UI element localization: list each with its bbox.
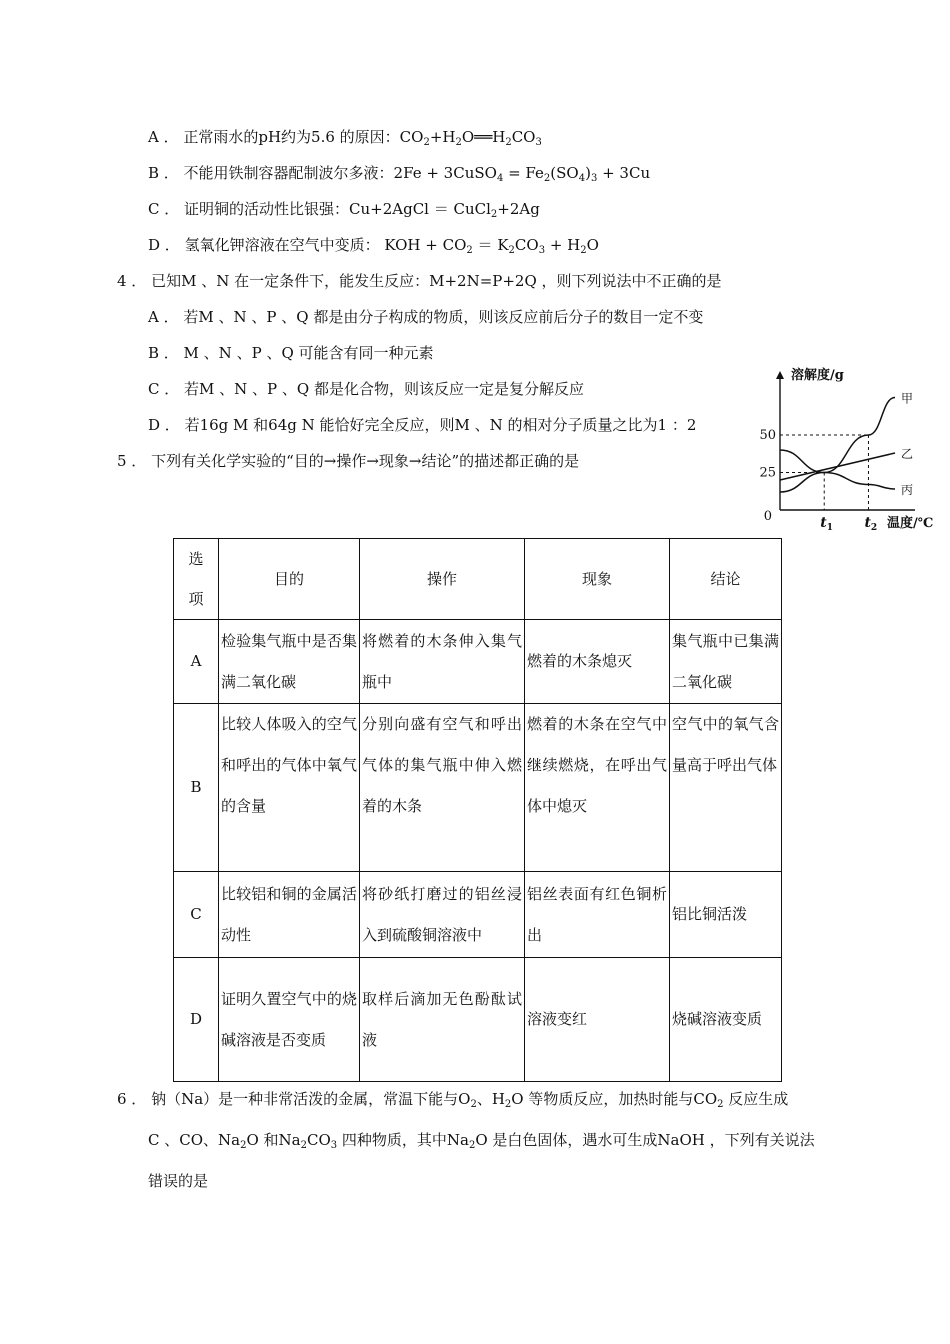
row-option: B [174, 704, 219, 872]
x-tick-label: $t_1$ [820, 515, 833, 533]
q3-option-c: C ． 证明铜的活动性比银强：Cu+2AgCl ＝ CuCl$_2$+2Ag [148, 200, 540, 220]
row-operation: 取样后滴加无色酚酞试液 [360, 958, 525, 1082]
row-phenomenon: 燃着的木条熄灭 [525, 620, 670, 704]
solubility-chart [755, 363, 945, 538]
row-phenomenon: 燃着的木条在空气中继续燃烧，在呼出气体中熄灭 [525, 704, 670, 872]
q4-stem: 4 ． 已知M 、N 在一定条件下，能发生反应：M+2N=P+2Q ，则下列说法中不正确的是 [117, 272, 722, 290]
y-axis-arrow [776, 371, 784, 379]
row-purpose: 比较人体吸入的空气和呼出的气体中氧气的含量 [219, 704, 360, 872]
q3-option-a: A ． 正常雨水的pH约为5.6 的原因：$CO_2+H_2O══H_2CO_3$ [148, 128, 542, 148]
series-label: 乙 [901, 447, 914, 461]
row-option: C [174, 872, 219, 958]
table-row [174, 872, 782, 958]
q4-option-d: D ． 若16g M 和64g N 能恰好完全反应，则M 、N 的相对分子质量之比为1 ：2 [148, 416, 697, 434]
series-label: 丙 [901, 483, 914, 497]
chart-curves [780, 398, 895, 493]
header-option: 选项 [174, 539, 219, 620]
table-row [174, 704, 782, 872]
row-purpose: 证明久置空气中的烧碱溶液是否变质 [219, 958, 360, 1082]
q3-option-d: D ． 氢氧化钾溶液在空气中变质： KOH + $CO_2 = K_2CO_3 + H_2O$ [148, 236, 599, 256]
q6-line-1: 6 ． 钠（Na）是一种非常活泼的金属，常温下能与$O_2$、$H_2O$ 等物质反应，加热时能与$CO_2$ 反应生成 [117, 1090, 789, 1110]
y-tick-label: 25 [759, 465, 776, 481]
row-purpose: 检验集气瓶中是否集满二氧化碳 [219, 620, 360, 704]
x-tick-label: $t_2$ [864, 515, 878, 533]
row-phenomenon: 溶液变红 [525, 958, 670, 1082]
row-purpose: 比较铝和铜的金属活动性 [219, 872, 360, 958]
series-label: 甲 [901, 391, 914, 406]
x-axis-label: 温度/℃ [887, 516, 934, 531]
experiment-table [173, 538, 782, 1082]
table-row [174, 620, 782, 704]
row-conclusion: 集气瓶中已集满二氧化碳 [670, 620, 782, 704]
series-curve-3 [780, 450, 895, 489]
row-conclusion: 铝比铜活泼 [670, 872, 782, 958]
header-conclusion: 结论 [670, 539, 782, 620]
header-phenomenon: 现象 [525, 539, 670, 620]
q5-stem: 5 ． 下列有关化学实验的“目的→操作→现象→结论”的描述都正确的是 [117, 452, 580, 470]
y-axis-label: 溶解度/g [791, 368, 844, 383]
q6-line-2: C 、CO、$Na_2O$ 和$Na_2CO_3$ 四种物质，其中$Na_2O$ 是白色固体，遇水可生成NaOH ，下列有关说法 [148, 1131, 815, 1151]
q4-option-b: B ． M 、N 、P 、Q 可能含有同一种元素 [148, 344, 434, 362]
table-row [174, 958, 782, 1082]
origin-label: 0 [763, 509, 772, 524]
q6-line-3: 错误的是 [148, 1172, 209, 1190]
row-operation: 将砂纸打磨过的铝丝浸入到硫酸铜溶液中 [360, 872, 525, 958]
q3-option-b: B ． 不能用铁制容器配制波尔多液：2Fe + 3CuSO$_4$ = $Fe_2(SO_4)_3 + 3Cu$ [148, 164, 651, 184]
row-conclusion: 空气中的氧气含量高于呼出气体 [670, 704, 782, 872]
row-operation: 分别向盛有空气和呼出气体的集气瓶中伸入燃着的木条 [360, 704, 525, 872]
q4-option-c: C ． 若M 、N 、P 、Q 都是化合物，则该反应一定是复分解反应 [148, 380, 584, 398]
series-curve-1 [780, 398, 895, 493]
row-option: D [174, 958, 219, 1082]
row-option: A [174, 620, 219, 704]
row-phenomenon: 铝丝表面有红色铜析出 [525, 872, 670, 958]
y-tick-label: 50 [759, 428, 776, 443]
table-header-row [174, 539, 782, 620]
q4-option-a: A ． 若M 、N 、P 、Q 都是由分子构成的物质，则该反应前后分子的数目一定不变 [148, 308, 704, 326]
header-operation: 操作 [360, 539, 525, 620]
row-conclusion: 烧碱溶液变质 [670, 958, 782, 1082]
row-operation: 将燃着的木条伸入集气瓶中 [360, 620, 525, 704]
header-purpose: 目的 [219, 539, 360, 620]
